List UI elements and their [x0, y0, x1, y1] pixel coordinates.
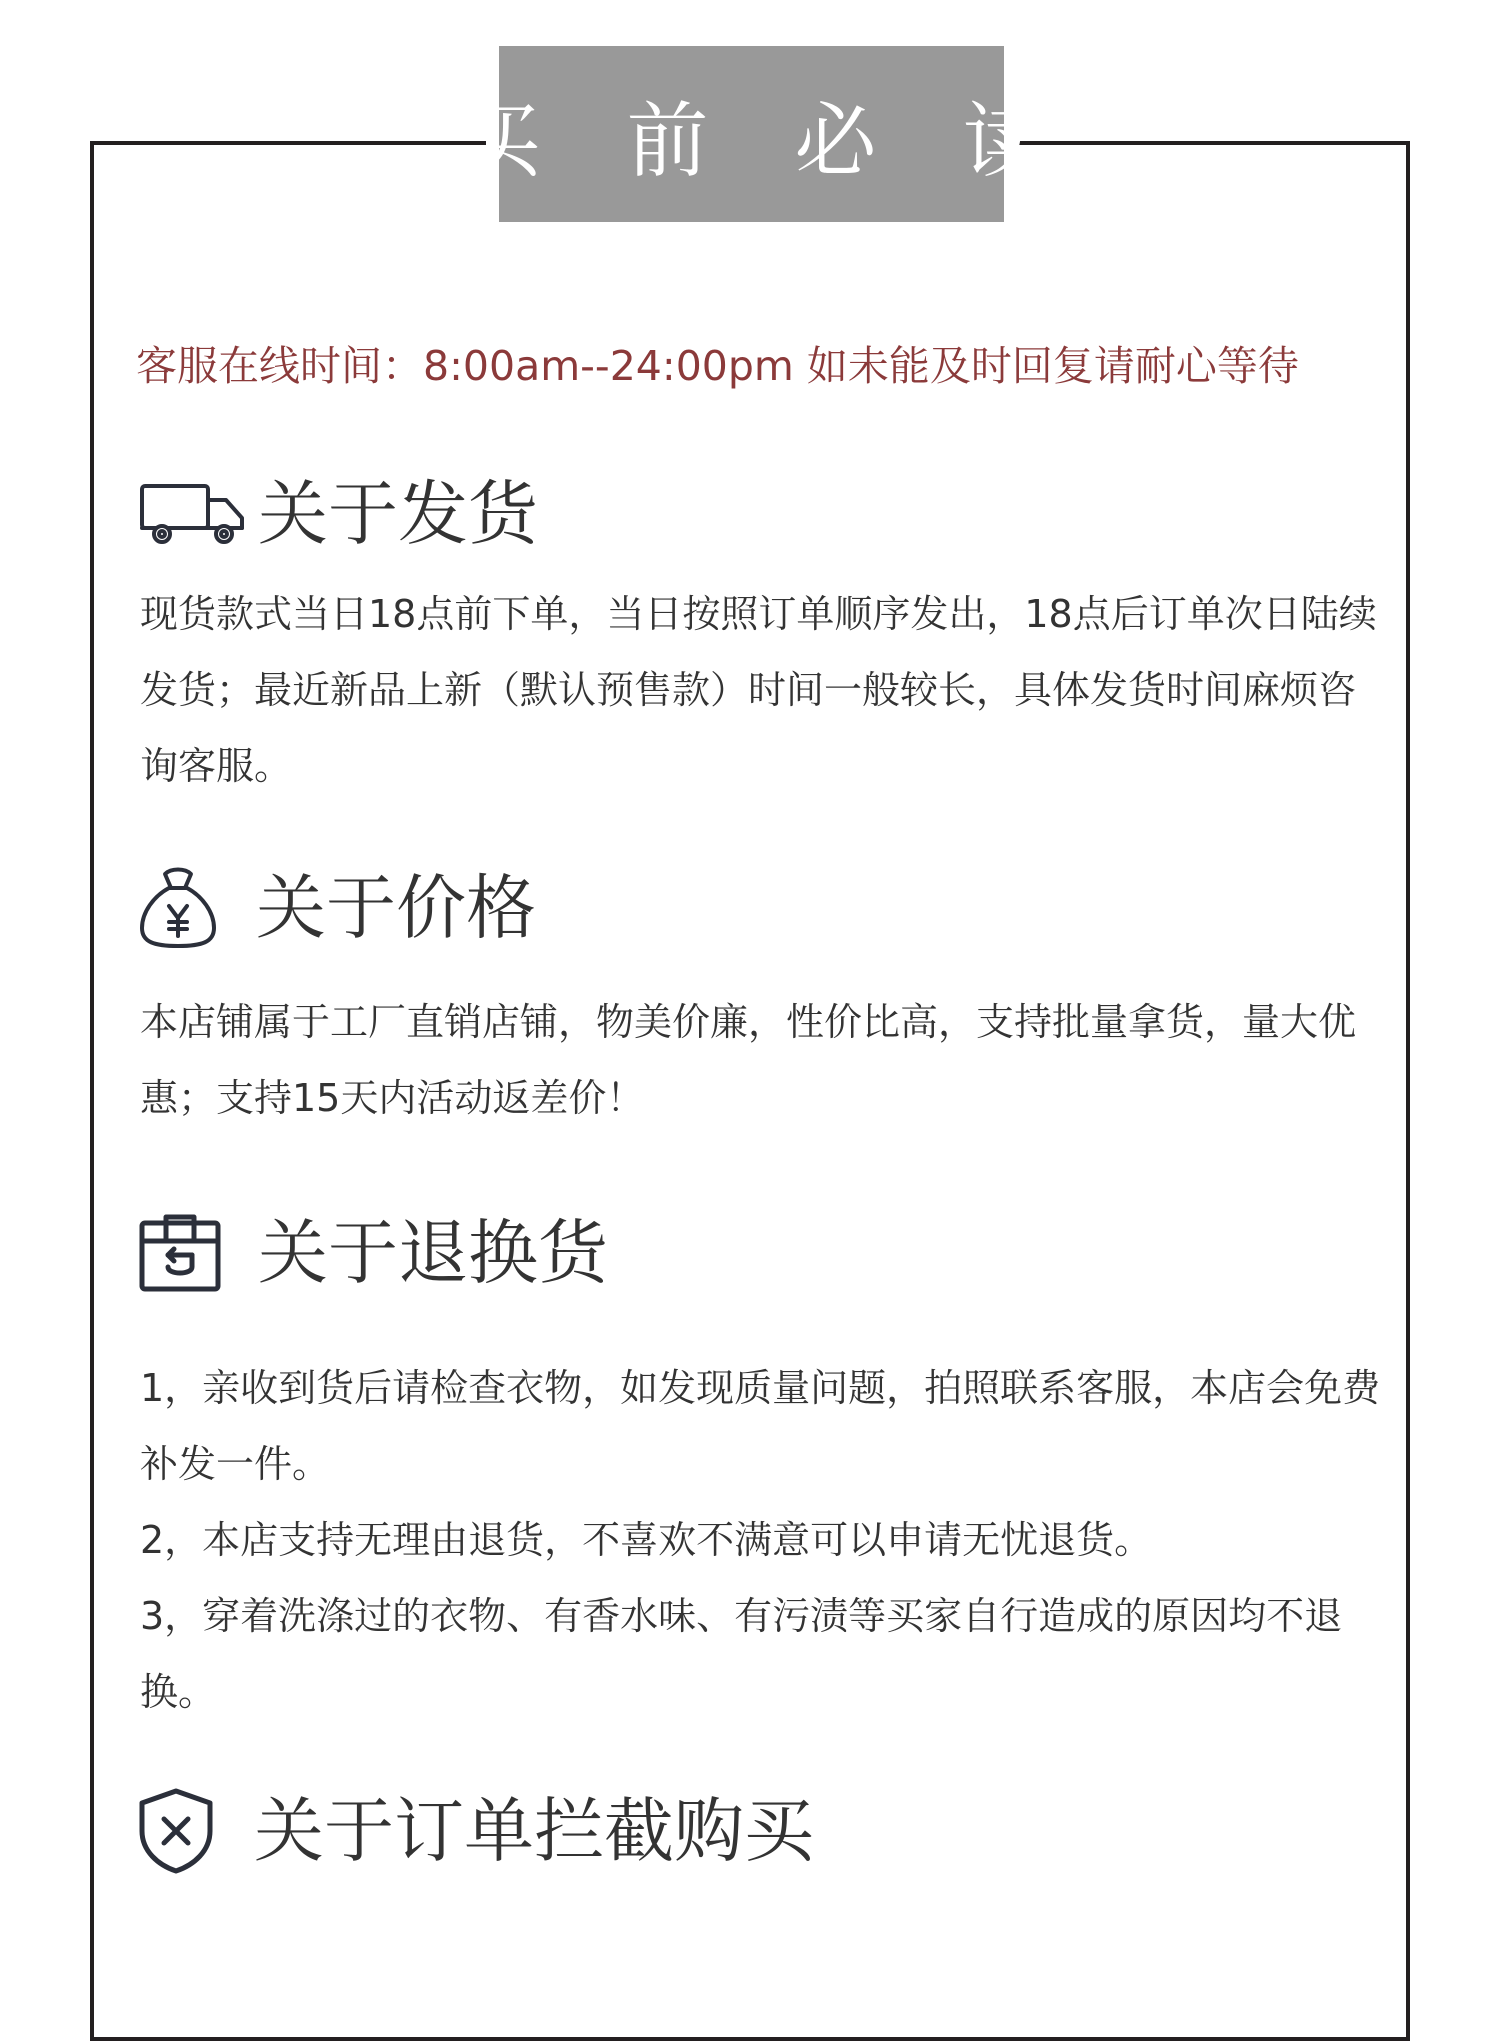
- money-bag-icon: [138, 866, 218, 950]
- section-shipping-title: 关于发货: [258, 473, 538, 555]
- title-banner: [458, 46, 1075, 222]
- section-price-text: [140, 984, 1385, 1136]
- page-title: 买 前 必 读: [458, 93, 1075, 189]
- section-price-title: 关于价格: [256, 867, 536, 949]
- section-price-header: [138, 866, 536, 950]
- paragraph: 3，穿着洗涤过的衣物、有香水味、有污渍等买家自行造成的原因均不退换。: [140, 1594, 1343, 1714]
- section-interception-header: [138, 1787, 814, 1875]
- service-hours-notice: 客服在线时间：8:00am--24:00pm 如未能及时回复请耐心等待: [136, 342, 1299, 390]
- section-interception-title: 关于订单拦截购买: [254, 1790, 814, 1872]
- section-shipping-text: [140, 576, 1385, 804]
- section-returns-header: [138, 1213, 608, 1293]
- return-box-icon: [138, 1213, 222, 1293]
- section-returns-text: [140, 1350, 1385, 1730]
- section-returns-title: 关于退换货: [258, 1212, 608, 1294]
- paragraph: 1，亲收到货后请检查衣物，如发现质量问题，拍照联系客服，本店会免费补发一件。: [140, 1366, 1381, 1486]
- paragraph: 现货款式当日18点前下单，当日按照订单顺序发出，18点后订单次日陆续发货；最近新品上新（默认预售款）时间一般较长，具体发货时间麻烦咨询客服。: [140, 592, 1377, 788]
- paragraph: 本店铺属于工厂直销店铺，物美价廉，性价比高，支持批量拿货，量大优惠；支持15天内活动返差价！: [140, 1000, 1357, 1120]
- paragraph: 2，本店支持无理由退货，不喜欢不满意可以申请无忧退货。: [140, 1518, 1153, 1562]
- shield-x-icon: [138, 1787, 214, 1875]
- section-shipping-header: [138, 474, 538, 554]
- truck-icon: [138, 478, 250, 550]
